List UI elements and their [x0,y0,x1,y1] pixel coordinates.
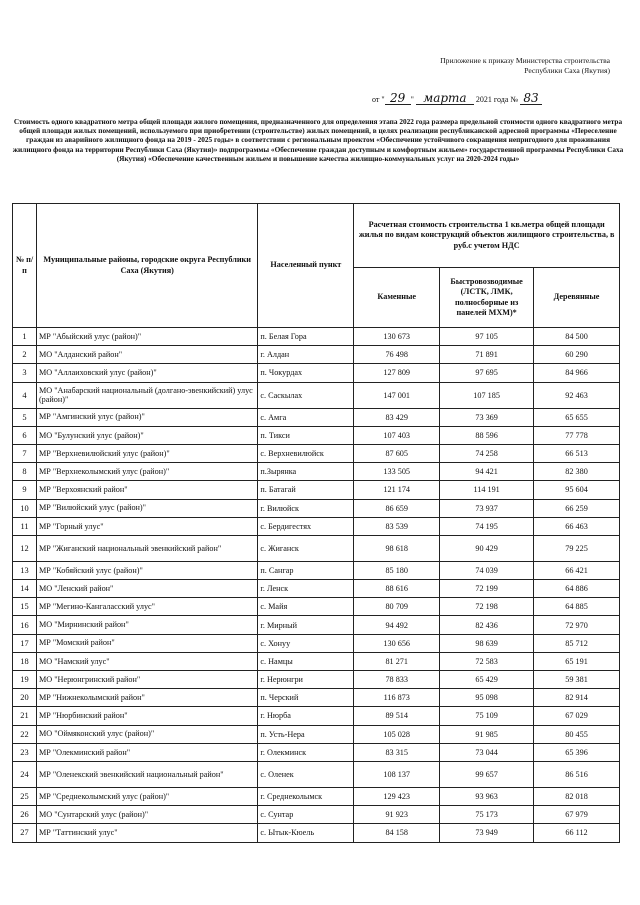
cost-stone: 80 709 [354,598,440,616]
appendix-line-2: Республики Саха (Якутия) [524,66,610,75]
district-name: МР "Мегино-Кангаласский улус" [36,598,257,616]
cost-fast: 72 198 [440,598,534,616]
row-number: 24 [13,761,37,787]
order-number: 83 [520,92,542,105]
cost-wood: 66 463 [534,517,620,535]
cost-fast: 98 639 [440,634,534,652]
cost-wood: 66 112 [534,824,620,842]
district-name: МО "Алданский район" [36,346,257,364]
cost-stone: 83 539 [354,517,440,535]
district-name: МО "Намский улус" [36,652,257,670]
cost-stone: 88 616 [354,580,440,598]
cost-stone: 130 673 [354,328,440,346]
settlement-name: г. Среднеколымск [258,787,354,805]
cost-stone: 87 605 [354,444,440,462]
settlement-name: п. Сангар [258,561,354,579]
cost-fast: 75 173 [440,806,534,824]
header-stone: Каменные [354,268,440,328]
row-number: 21 [13,707,37,725]
cost-wood: 66 259 [534,499,620,517]
cost-wood: 66 513 [534,444,620,462]
district-name: МР "Среднеколымский улус (район)" [36,787,257,805]
cost-wood: 65 191 [534,652,620,670]
cost-wood: 60 290 [534,346,620,364]
cost-wood: 92 463 [534,382,620,408]
table-row [13,598,620,616]
settlement-name: г. Вилюйск [258,499,354,517]
district-name: МО "Ленский район" [36,580,257,598]
district-name: МР "Кобяйский улус (район)" [36,561,257,579]
table-body [13,328,620,843]
row-number: 15 [13,598,37,616]
cost-fast: 73 044 [440,743,534,761]
cost-stone: 130 656 [354,634,440,652]
settlement-name: с. Ытык-Кюель [258,824,354,842]
header-fast: Быстровозводимые (ЛСТК, ЛМК, полносборные из панелей МХМ)* [440,268,534,328]
district-name: МР "Верхневилюйский улус (район)" [36,444,257,462]
settlement-name: п. Черский [258,689,354,707]
cost-fast: 75 109 [440,707,534,725]
district-name: МР "Таттинский улус" [36,824,257,842]
settlement-name: п. Батагай [258,481,354,499]
cost-fast: 74 195 [440,517,534,535]
header-num: № п/п [13,204,37,328]
table-row [13,634,620,652]
table-row [13,671,620,689]
settlement-name: п. Тикси [258,426,354,444]
table-row [13,408,620,426]
cost-wood: 82 018 [534,787,620,805]
settlement-name: с. Сунтар [258,806,354,824]
row-number: 7 [13,444,37,462]
cost-wood: 86 516 [534,761,620,787]
cost-stone: 94 492 [354,616,440,634]
row-number: 3 [13,364,37,382]
district-name: МО "Анабарский национальный (долгано-эвенкийский) улус (район)" [36,382,257,408]
date-month: марта [416,92,474,105]
cost-wood: 80 455 [534,725,620,743]
cost-wood: 82 914 [534,689,620,707]
cost-stone: 127 809 [354,364,440,382]
row-number: 10 [13,499,37,517]
table-row [13,787,620,805]
cost-fast: 114 191 [440,481,534,499]
cost-wood: 77 778 [534,426,620,444]
table-row [13,364,620,382]
cost-wood: 65 396 [534,743,620,761]
table-row [13,328,620,346]
cost-wood: 67 979 [534,806,620,824]
row-number: 19 [13,671,37,689]
date-day: 29 [385,92,411,105]
row-number: 23 [13,743,37,761]
cost-fast: 90 429 [440,535,534,561]
cost-wood: 66 421 [534,561,620,579]
appendix-line-1: Приложение к приказу Министерства строительства [440,56,610,65]
settlement-name: п. Белая Гора [258,328,354,346]
table-row [13,426,620,444]
district-name: МО "Мирнинский район" [36,616,257,634]
cost-fast: 91 985 [440,725,534,743]
settlement-name: с. Саскылах [258,382,354,408]
cost-fast: 73 949 [440,824,534,842]
table-row [13,382,620,408]
header-settlement: Населенный пункт [258,204,354,328]
date-prefix: от [372,95,380,104]
table-row [13,481,620,499]
row-number: 6 [13,426,37,444]
cost-stone: 76 498 [354,346,440,364]
district-name: МР "Верхоянский район" [36,481,257,499]
row-number: 8 [13,463,37,481]
cost-fast: 95 098 [440,689,534,707]
cost-wood: 84 966 [534,364,620,382]
cost-fast: 74 258 [440,444,534,462]
settlement-name: с. Оленек [258,761,354,787]
settlement-name: с. Амга [258,408,354,426]
district-name: МР "Горный улус" [36,517,257,535]
settlement-name: с. Верхневилюйск [258,444,354,462]
cost-stone: 147 001 [354,382,440,408]
cost-stone: 133 505 [354,463,440,481]
cost-wood: 64 886 [534,580,620,598]
cost-stone: 81 271 [354,652,440,670]
cost-stone: 91 923 [354,806,440,824]
header-wood: Деревянные [534,268,620,328]
header-district: Муниципальные районы, городские округа Республики Саха (Якутия) [36,204,257,328]
row-number: 2 [13,346,37,364]
cost-stone: 108 137 [354,761,440,787]
row-number: 9 [13,481,37,499]
district-name: МР "Нижнеколымский район" [36,689,257,707]
settlement-name: г. Алдан [258,346,354,364]
order-dateline [372,92,612,106]
district-name: МО "Булунский улус (район)" [36,426,257,444]
district-name: МО "Сунтарский улус (район)" [36,806,257,824]
cost-wood: 59 381 [534,671,620,689]
settlement-name: г. Олекминск [258,743,354,761]
settlement-name: с. Бердигестях [258,517,354,535]
table-row [13,561,620,579]
table-row [13,580,620,598]
cost-fast: 72 199 [440,580,534,598]
cost-wood: 65 655 [534,408,620,426]
cost-stone: 105 028 [354,725,440,743]
table-row [13,463,620,481]
row-number: 20 [13,689,37,707]
cost-fast: 74 039 [440,561,534,579]
settlement-name: г. Ленск [258,580,354,598]
table-row [13,824,620,842]
settlement-name: с. Майя [258,598,354,616]
settlement-name: г. Нюрба [258,707,354,725]
cost-stone: 83 315 [354,743,440,761]
settlement-name: п. Чокурдах [258,364,354,382]
cost-fast: 73 937 [440,499,534,517]
header-cost: Расчетная стоимость строительства 1 кв.метра общей площади жилья по видам конструкций объектов жилищного строительства, в руб.с учетом НДС [354,204,620,268]
table-row [13,707,620,725]
date-year: 2021 года № [475,95,519,104]
district-name: МР "Жиганский национальный эвенкийский район" [36,535,257,561]
cost-stone: 107 403 [354,426,440,444]
appendix-header [395,56,610,76]
district-name: МР "Олекминский район" [36,743,257,761]
table-row [13,725,620,743]
cost-wood: 79 225 [534,535,620,561]
row-number: 1 [13,328,37,346]
cost-fast: 94 421 [440,463,534,481]
cost-fast: 97 105 [440,328,534,346]
cost-stone: 86 659 [354,499,440,517]
district-name: МР "Нюрбинский район" [36,707,257,725]
date-quote-open: " [381,95,385,104]
district-name: МР "Верхнеколымский улус (район)" [36,463,257,481]
table-row [13,517,620,535]
cost-wood: 84 500 [534,328,620,346]
cost-wood: 64 885 [534,598,620,616]
settlement-name: п. Усть-Нера [258,725,354,743]
cost-wood: 72 970 [534,616,620,634]
table-row [13,689,620,707]
district-name: МО "Оймяконский улус (район)" [36,725,257,743]
table-row [13,806,620,824]
table-row [13,743,620,761]
district-name: МО "Нерюнгринский район" [36,671,257,689]
cost-stone: 83 429 [354,408,440,426]
table-row [13,535,620,561]
document-heading: Стоимость одного квадратного метра общей площади жилого помещения, предназначенного для определения этапа 2022 года размера предельной стоимости одного квадратного метра общей площади жилых помещений, используемого при приобретении (строительстве) жилых помещений, в целях реализации республиканской адресной программы «Переселение граждан из аварийного жилищного фонда на 2019 - 2025 годы» в соответствии с региональным проектом «Обеспечение устойчивого сокращения непригодного для проживания жилищного фонда на территории Республики Саха (Якутия)» подпрограммы «Обеспечение граждан доступным и комфортным жильем» государственной программы Республики Саха (Якутия) «Обеспечение качественным жильем и повышение качества жилищно-коммунальных услуг на 2020-2024 годы» [12,117,624,163]
cost-wood: 95 604 [534,481,620,499]
cost-wood: 82 380 [534,463,620,481]
settlement-name: с. Хонуу [258,634,354,652]
row-number: 18 [13,652,37,670]
cost-fast: 73 369 [440,408,534,426]
district-name: МР "Абыйский улус (район)" [36,328,257,346]
district-name: МР "Амгинский улус (район)" [36,408,257,426]
cost-fast: 93 963 [440,787,534,805]
row-number: 25 [13,787,37,805]
settlement-name: с. Жиганск [258,535,354,561]
row-number: 26 [13,806,37,824]
row-number: 14 [13,580,37,598]
district-name: МР "Оленекский эвенкийский национальный район" [36,761,257,787]
settlement-name: г. Нерюнгри [258,671,354,689]
table-row [13,652,620,670]
cost-stone: 116 873 [354,689,440,707]
row-number: 22 [13,725,37,743]
table-row [13,761,620,787]
table-row [13,616,620,634]
district-name: МР "Вилюйский улус (район)" [36,499,257,517]
cost-fast: 107 185 [440,382,534,408]
row-number: 12 [13,535,37,561]
row-number: 4 [13,382,37,408]
row-number: 11 [13,517,37,535]
cost-stone: 85 180 [354,561,440,579]
row-number: 13 [13,561,37,579]
cost-fast: 71 891 [440,346,534,364]
district-name: МР "Момский район" [36,634,257,652]
cost-fast: 97 695 [440,364,534,382]
cost-stone: 84 158 [354,824,440,842]
settlement-name: п.Зырянка [258,463,354,481]
table-row [13,444,620,462]
row-number: 5 [13,408,37,426]
row-number: 27 [13,824,37,842]
table-row [13,346,620,364]
cost-fast: 88 596 [440,426,534,444]
cost-stone: 121 174 [354,481,440,499]
settlement-name: г. Мирный [258,616,354,634]
cost-fast: 82 436 [440,616,534,634]
cost-fast: 72 583 [440,652,534,670]
cost-wood: 67 029 [534,707,620,725]
row-number: 17 [13,634,37,652]
cost-stone: 89 514 [354,707,440,725]
cost-stone: 129 423 [354,787,440,805]
row-number: 16 [13,616,37,634]
settlement-name: с. Намцы [258,652,354,670]
cost-fast: 65 429 [440,671,534,689]
cost-table [12,203,620,843]
cost-stone: 98 618 [354,535,440,561]
district-name: МО "Аллаиховский улус (район)" [36,364,257,382]
cost-wood: 85 712 [534,634,620,652]
cost-stone: 78 833 [354,671,440,689]
cost-fast: 99 657 [440,761,534,787]
date-quote-close: " [410,95,414,104]
table-row [13,499,620,517]
